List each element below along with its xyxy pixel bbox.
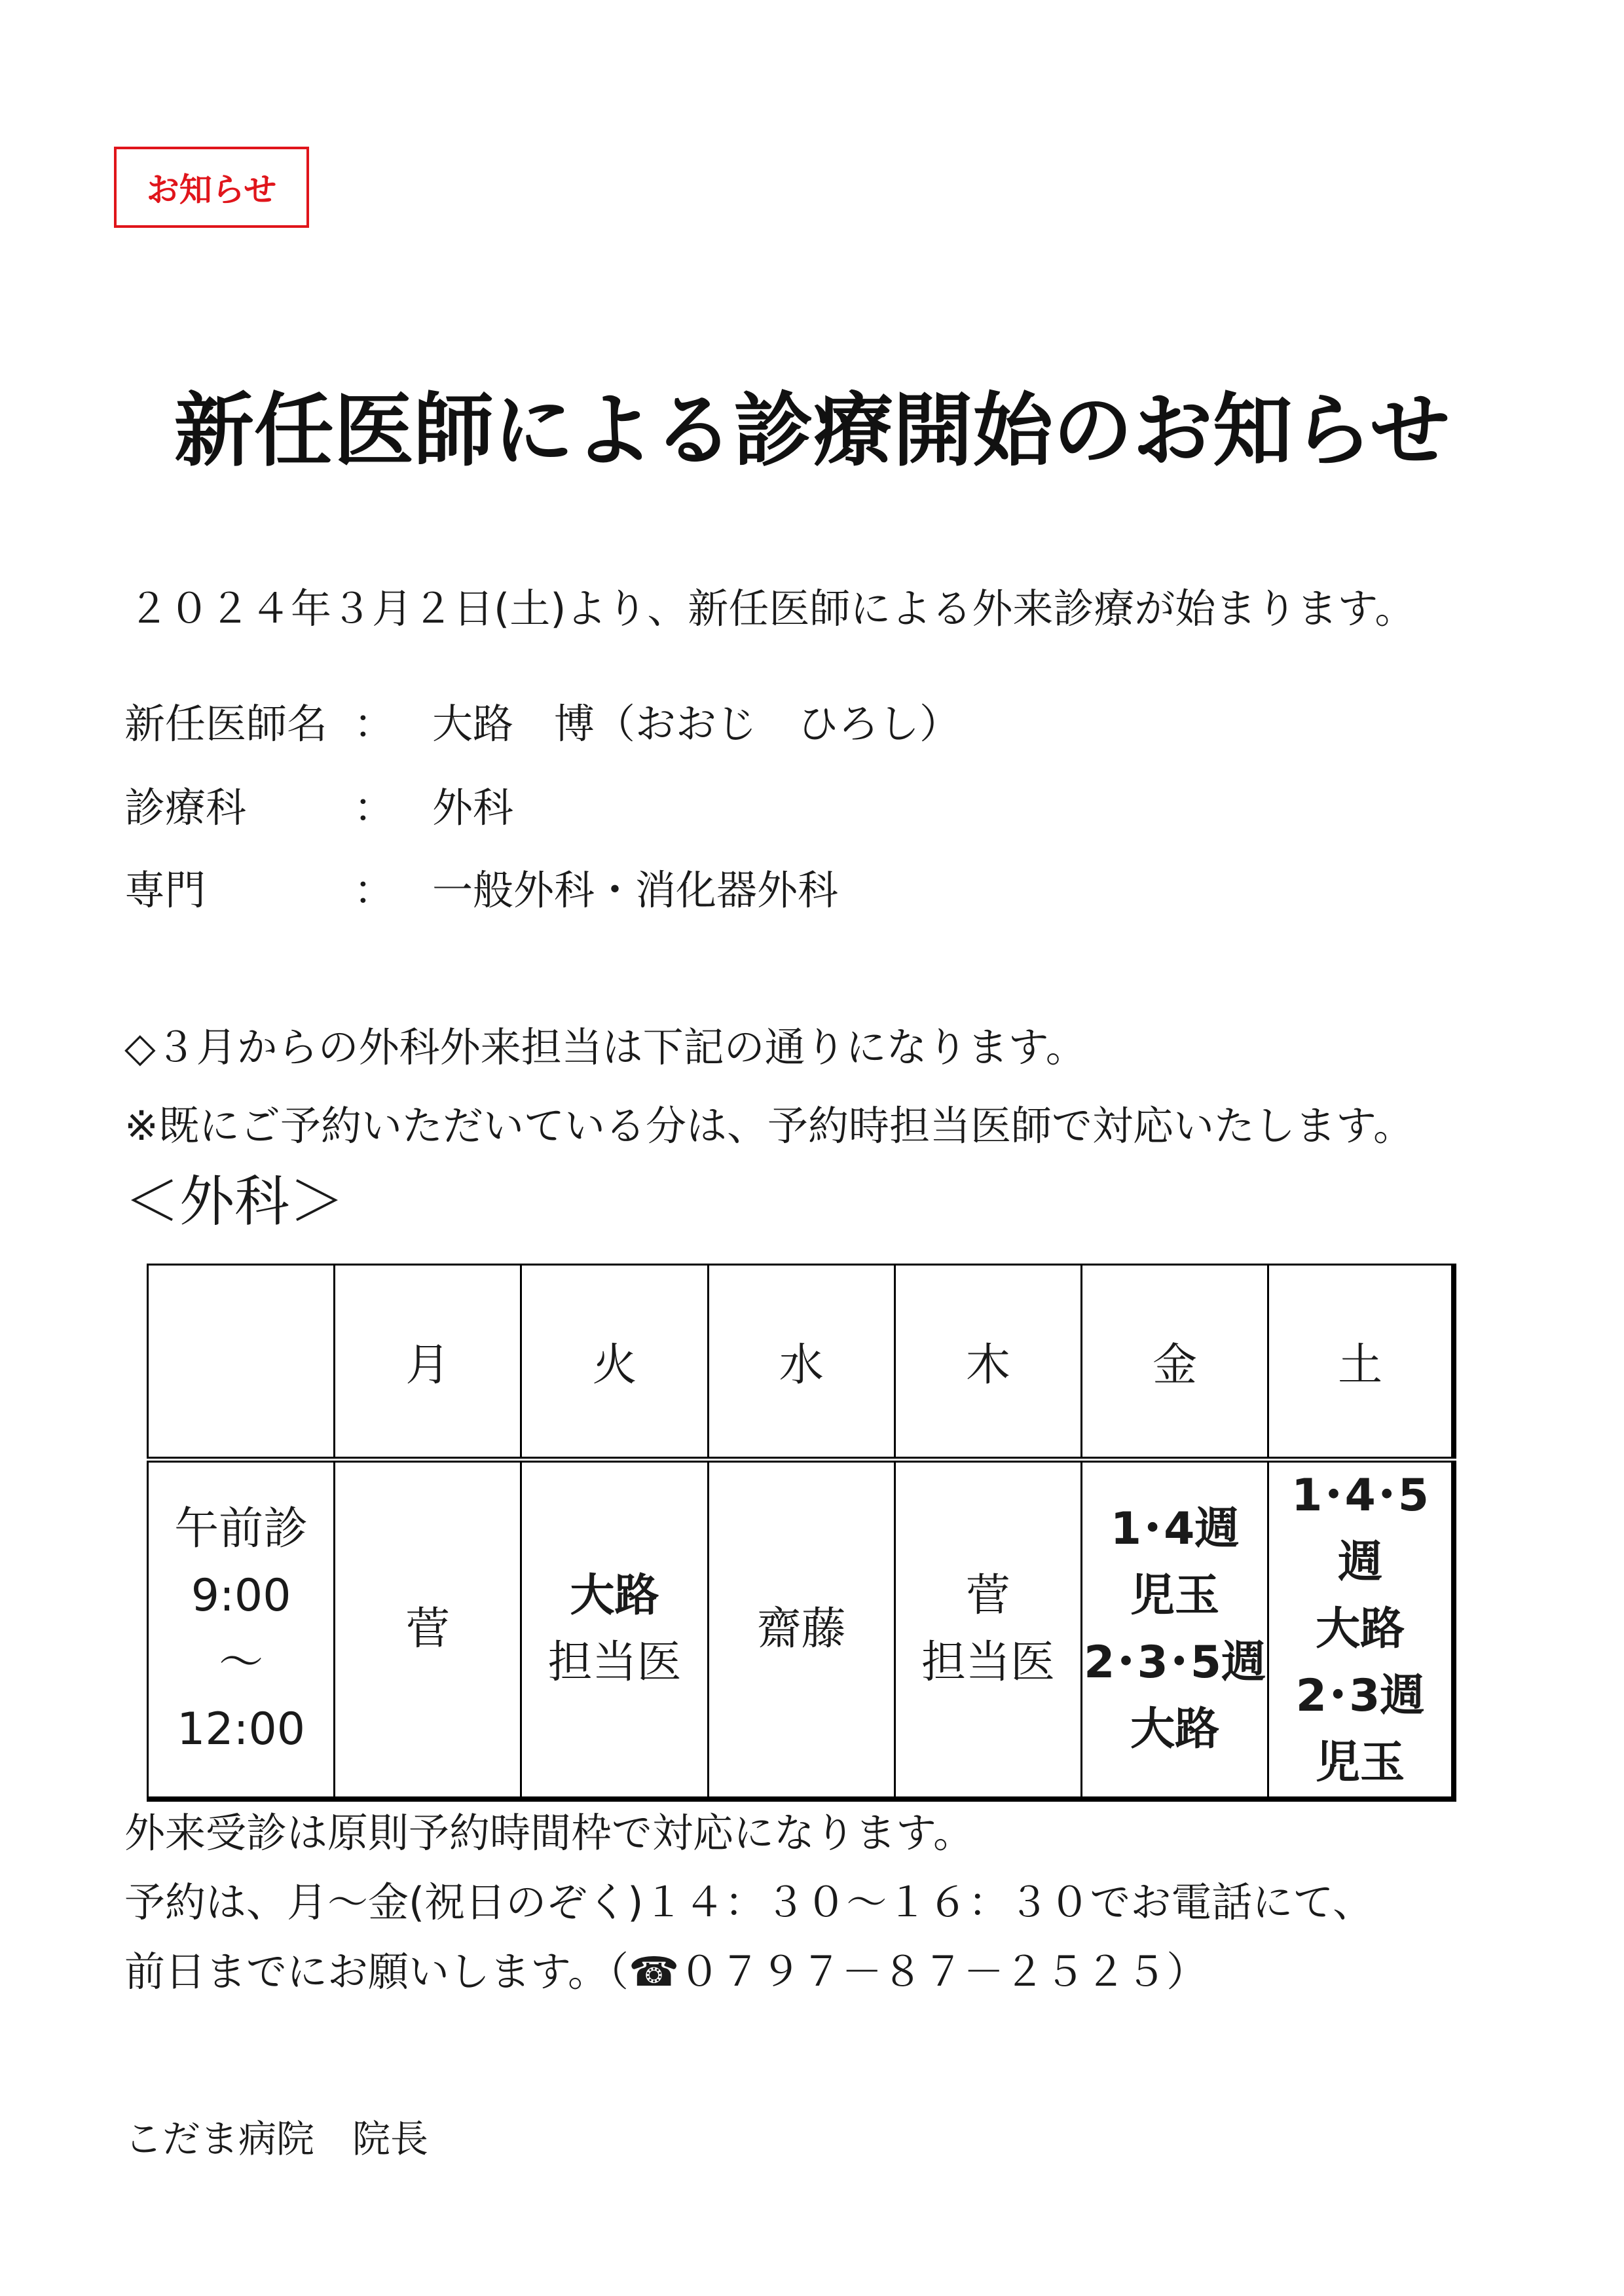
sat-doctor-cell (1268, 1460, 1454, 1800)
signature: こだま病院 院長 (124, 2117, 429, 2161)
department-value: 外科 (432, 784, 514, 831)
doctor-name-colon: ： (354, 700, 395, 748)
department-label: 診療科 (124, 784, 247, 831)
footer-line-3: 前日までにお願いします。（☎０７９７－８７－２５２５） (124, 1948, 1208, 1995)
fri-doctor-cell (1082, 1460, 1268, 1800)
specialty-value: 一般外科・消化器外科 (432, 866, 839, 914)
sat-week-a: 1･4･5週 (1291, 1470, 1430, 1588)
morning-slot-cell (148, 1460, 335, 1800)
department-colon: ： (354, 784, 395, 831)
sat-doctor-b: 児玉 (1316, 1737, 1405, 1789)
specialty-colon: ： (354, 866, 395, 914)
fri-doctor-b: 大路 (1130, 1704, 1220, 1755)
thu-doctor: 菅 (965, 1570, 1010, 1622)
header-empty-cell (148, 1265, 335, 1460)
fri-week-b: 2･3･5週 (1084, 1637, 1266, 1688)
reservation-note: ※既にご予約いただいている分は、予約時担当医師で対応いたします。 (124, 1102, 1414, 1150)
schedule-table (147, 1264, 1456, 1802)
tue-role: 担当医 (547, 1637, 682, 1688)
wed-doctor: 齋藤 (756, 1603, 846, 1655)
slot-name: 午前診 (174, 1503, 308, 1555)
fri-doctor-a: 児玉 (1130, 1570, 1220, 1622)
morning-row (148, 1460, 1454, 1800)
fri-week-a: 1･4週 (1110, 1503, 1240, 1555)
wed-doctor-cell (708, 1460, 895, 1800)
mon-doctor: 菅 (405, 1603, 451, 1655)
doctor-name-value: 大路 博（おおじ ひろし） (432, 700, 961, 748)
intro-text: ２０２４年３月２日(土)より、新任医師による外来診療が始まります。 (128, 585, 1416, 632)
header-day-fri: 金 (1082, 1265, 1268, 1460)
page-title: 新任医師による診療開始のお知らせ (174, 384, 1450, 477)
section-title-surgery: ＜外科＞ (124, 1169, 345, 1233)
sat-week-b: 2･3週 (1295, 1670, 1425, 1722)
specialty-label: 専門 (124, 866, 206, 914)
slot-end: 12:00 (177, 1704, 306, 1755)
thu-role: 担当医 (921, 1637, 1055, 1688)
header-day-thu: 木 (895, 1265, 1081, 1460)
doctor-name-label: 新任医師名 (124, 700, 328, 748)
tue-doctor: 大路 (570, 1570, 659, 1622)
header-day-wed: 水 (708, 1265, 895, 1460)
schedule-header-row (148, 1265, 1454, 1460)
slot-sep: ～ (219, 1637, 264, 1688)
mon-doctor-cell (335, 1460, 521, 1800)
schedule-note: ◇３月からの外科外来担当は下記の通りになります。 (124, 1023, 1086, 1071)
notice-badge: お知らせ (114, 147, 309, 228)
sat-doctor-a: 大路 (1316, 1603, 1405, 1655)
footer-line-1: 外来受診は原則予約時間枠で対応になります。 (124, 1809, 974, 1857)
footer-line-2: 予約は、月～金(祝日のぞく)１４：３０～１６：３０でお電話にて、 (124, 1878, 1374, 1926)
thu-doctor-cell (895, 1460, 1081, 1800)
slot-start: 9:00 (191, 1570, 291, 1622)
header-day-mon: 月 (335, 1265, 521, 1460)
header-day-tue: 火 (521, 1265, 708, 1460)
tue-doctor-cell (521, 1460, 708, 1800)
header-day-sat: 土 (1268, 1265, 1454, 1460)
